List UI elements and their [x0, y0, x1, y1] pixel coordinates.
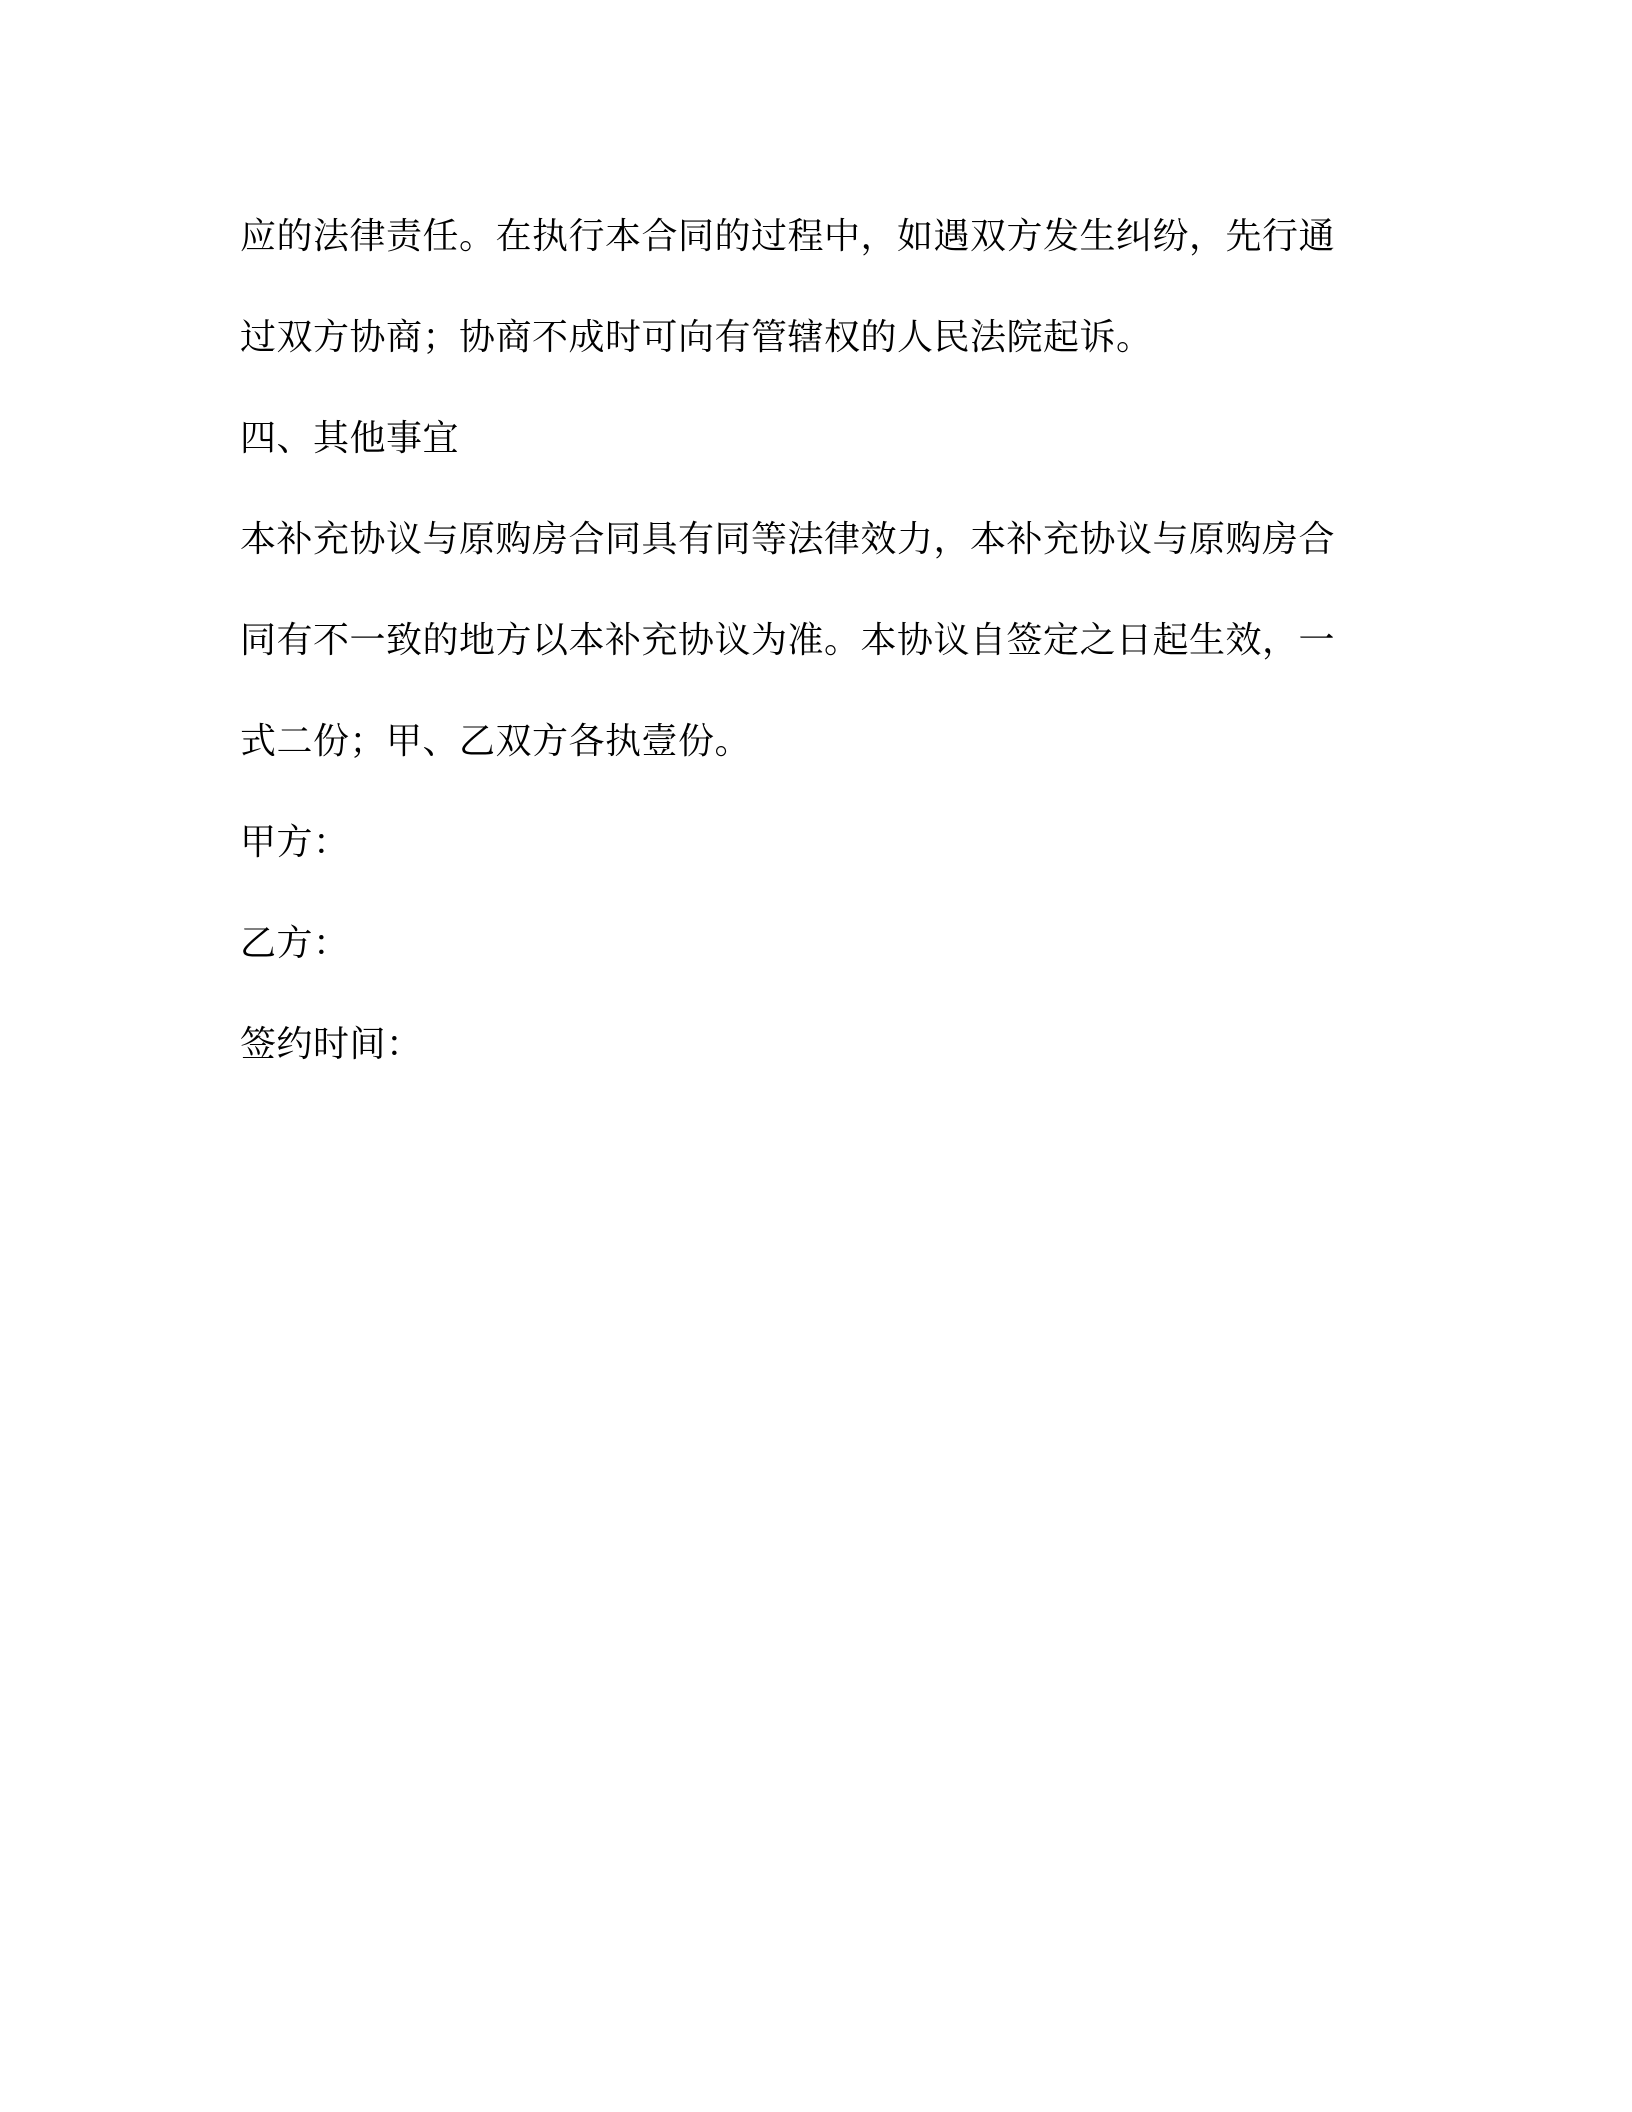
section-heading-other-matters: 四、其他事宜 — [240, 418, 460, 459]
party-a-label: 甲方： — [240, 822, 350, 863]
party-b-label: 乙方： — [240, 923, 350, 964]
paragraph-line-1: 应的法律责任。在执行本合同的过程中，如遇双方发生纠纷，先行通 — [240, 216, 1336, 257]
paragraph-line-3: 本补充协议与原购房合同具有同等法律效力，本补充协议与原购房合 — [240, 519, 1336, 560]
signing-date-label: 签约时间： — [240, 1024, 423, 1065]
paragraph-line-2: 过双方协商；协商不成时可向有管辖权的人民法院起诉。 — [240, 317, 1153, 358]
paragraph-line-5: 式二份；甲、乙双方各执壹份。 — [240, 721, 752, 762]
document-body — [240, 186, 1370, 1095]
paragraph-line-4: 同有不一致的地方以本补充协议为准。本协议自签定之日起生效，一 — [240, 620, 1336, 661]
